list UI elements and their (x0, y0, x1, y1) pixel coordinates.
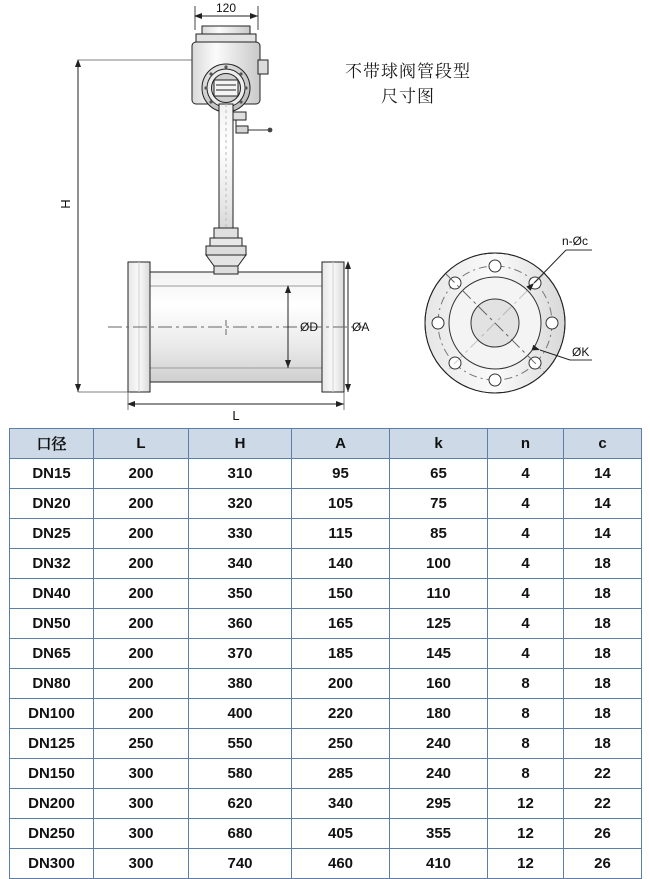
table-cell: 300 (94, 819, 189, 849)
table-cell: 12 (488, 819, 564, 849)
table-row (10, 669, 642, 699)
table-cell: 410 (390, 849, 488, 879)
diagram-title (298, 60, 518, 109)
dimension-table (9, 428, 642, 879)
table-row (10, 549, 642, 579)
table-header-cell: n (488, 429, 564, 459)
table-cell: 285 (292, 759, 390, 789)
table-cell: 200 (94, 519, 189, 549)
table-cell: 18 (564, 699, 642, 729)
label-outer-diameter: ØA (352, 320, 370, 334)
table-cell: 200 (94, 699, 189, 729)
table-cell: 200 (94, 489, 189, 519)
table-cell: 4 (488, 639, 564, 669)
table-cell: 320 (189, 489, 292, 519)
table-cell: 360 (189, 609, 292, 639)
table-row (10, 699, 642, 729)
table-cell: 8 (488, 669, 564, 699)
table-cell: DN150 (10, 759, 94, 789)
table-row (10, 459, 642, 489)
table-cell: 250 (94, 729, 189, 759)
table-cell: 200 (94, 609, 189, 639)
table-cell: 220 (292, 699, 390, 729)
table-row (10, 609, 642, 639)
table-cell: DN65 (10, 639, 94, 669)
table-cell: DN25 (10, 519, 94, 549)
table-cell: 200 (292, 669, 390, 699)
table-cell: 200 (94, 669, 189, 699)
table-cell: 400 (189, 699, 292, 729)
table-cell: 200 (94, 459, 189, 489)
table-cell: 65 (390, 459, 488, 489)
table-cell: 8 (488, 759, 564, 789)
table-header-row (10, 429, 642, 459)
table-cell: 4 (488, 609, 564, 639)
table-cell: 4 (488, 489, 564, 519)
table-cell: 380 (189, 669, 292, 699)
table-cell: 4 (488, 459, 564, 489)
table-cell: DN80 (10, 669, 94, 699)
table-cell: 340 (292, 789, 390, 819)
table-cell: 18 (564, 549, 642, 579)
table-cell: 330 (189, 519, 292, 549)
table-cell: 14 (564, 519, 642, 549)
table-cell: 240 (390, 729, 488, 759)
table-cell: 460 (292, 849, 390, 879)
table-cell: 300 (94, 759, 189, 789)
table-cell: 180 (390, 699, 488, 729)
table-cell: 14 (564, 489, 642, 519)
table-cell: 4 (488, 549, 564, 579)
table-cell: 550 (189, 729, 292, 759)
table-header-cell: H (189, 429, 292, 459)
table-cell: 200 (94, 549, 189, 579)
table-cell: 350 (189, 579, 292, 609)
label-bolt-holes: n-Øc (562, 234, 589, 248)
table-cell: 18 (564, 609, 642, 639)
table-row (10, 519, 642, 549)
table-cell: 145 (390, 639, 488, 669)
table-cell: 310 (189, 459, 292, 489)
table-cell: 160 (390, 669, 488, 699)
table-cell: DN20 (10, 489, 94, 519)
table-cell: 740 (189, 849, 292, 879)
table-cell: 26 (564, 849, 642, 879)
label-bore-diameter: ØD (300, 320, 318, 334)
label-bolt-circle: ØK (572, 345, 590, 359)
table-cell: DN50 (10, 609, 94, 639)
table-cell: 18 (564, 639, 642, 669)
table-row (10, 789, 642, 819)
table-cell: DN300 (10, 849, 94, 879)
table-cell: 185 (292, 639, 390, 669)
table-cell: 14 (564, 459, 642, 489)
table-cell: 165 (292, 609, 390, 639)
table-cell: 200 (94, 639, 189, 669)
table-row (10, 579, 642, 609)
table-cell: 8 (488, 729, 564, 759)
table-cell: 105 (292, 489, 390, 519)
table-row (10, 819, 642, 849)
table-cell: 200 (94, 579, 189, 609)
table-cell: DN15 (10, 459, 94, 489)
table-cell: 110 (390, 579, 488, 609)
table-header-cell: k (390, 429, 488, 459)
table-cell: DN125 (10, 729, 94, 759)
table-header-cell: 口径 (10, 429, 94, 459)
table-cell: 12 (488, 789, 564, 819)
table-cell: 18 (564, 729, 642, 759)
table-cell: 12 (488, 849, 564, 879)
label-length: L (232, 408, 240, 423)
table-cell: 85 (390, 519, 488, 549)
table-row (10, 759, 642, 789)
table-header-cell: c (564, 429, 642, 459)
table-cell: 680 (189, 819, 292, 849)
table-cell: 620 (189, 789, 292, 819)
table-cell: 26 (564, 819, 642, 849)
table-cell: DN200 (10, 789, 94, 819)
table-cell: 300 (94, 849, 189, 879)
label-top-width: 120 (215, 1, 237, 15)
table-cell: DN250 (10, 819, 94, 849)
table-cell: 75 (390, 489, 488, 519)
label-height: H (58, 199, 73, 209)
diagram-title-line1: 不带球阀管段型 (345, 62, 471, 81)
table-cell: DN32 (10, 549, 94, 579)
table-cell: 18 (564, 579, 642, 609)
table-cell: 150 (292, 579, 390, 609)
table-cell: 125 (390, 609, 488, 639)
table-row (10, 639, 642, 669)
table-row (10, 729, 642, 759)
table-cell: 370 (189, 639, 292, 669)
table-row (10, 489, 642, 519)
table-cell: 580 (189, 759, 292, 789)
table-cell: 18 (564, 669, 642, 699)
table-cell: 8 (488, 699, 564, 729)
table-header-cell: L (94, 429, 189, 459)
table-cell: 340 (189, 549, 292, 579)
table-cell: 405 (292, 819, 390, 849)
table-cell: 240 (390, 759, 488, 789)
table-cell: 22 (564, 789, 642, 819)
diagram-title-line2: 尺寸图 (381, 86, 435, 106)
table-cell: 140 (292, 549, 390, 579)
table-cell: DN100 (10, 699, 94, 729)
table-cell: 95 (292, 459, 390, 489)
table-row (10, 849, 642, 879)
table-cell: 4 (488, 519, 564, 549)
table-cell: 4 (488, 579, 564, 609)
dimension-drawing (0, 0, 650, 428)
table-cell: 295 (390, 789, 488, 819)
table-cell: 355 (390, 819, 488, 849)
table-cell: 115 (292, 519, 390, 549)
table-cell: 22 (564, 759, 642, 789)
table-cell: 250 (292, 729, 390, 759)
table-cell: DN40 (10, 579, 94, 609)
table-cell: 300 (94, 789, 189, 819)
table-header-cell: A (292, 429, 390, 459)
table-cell: 100 (390, 549, 488, 579)
